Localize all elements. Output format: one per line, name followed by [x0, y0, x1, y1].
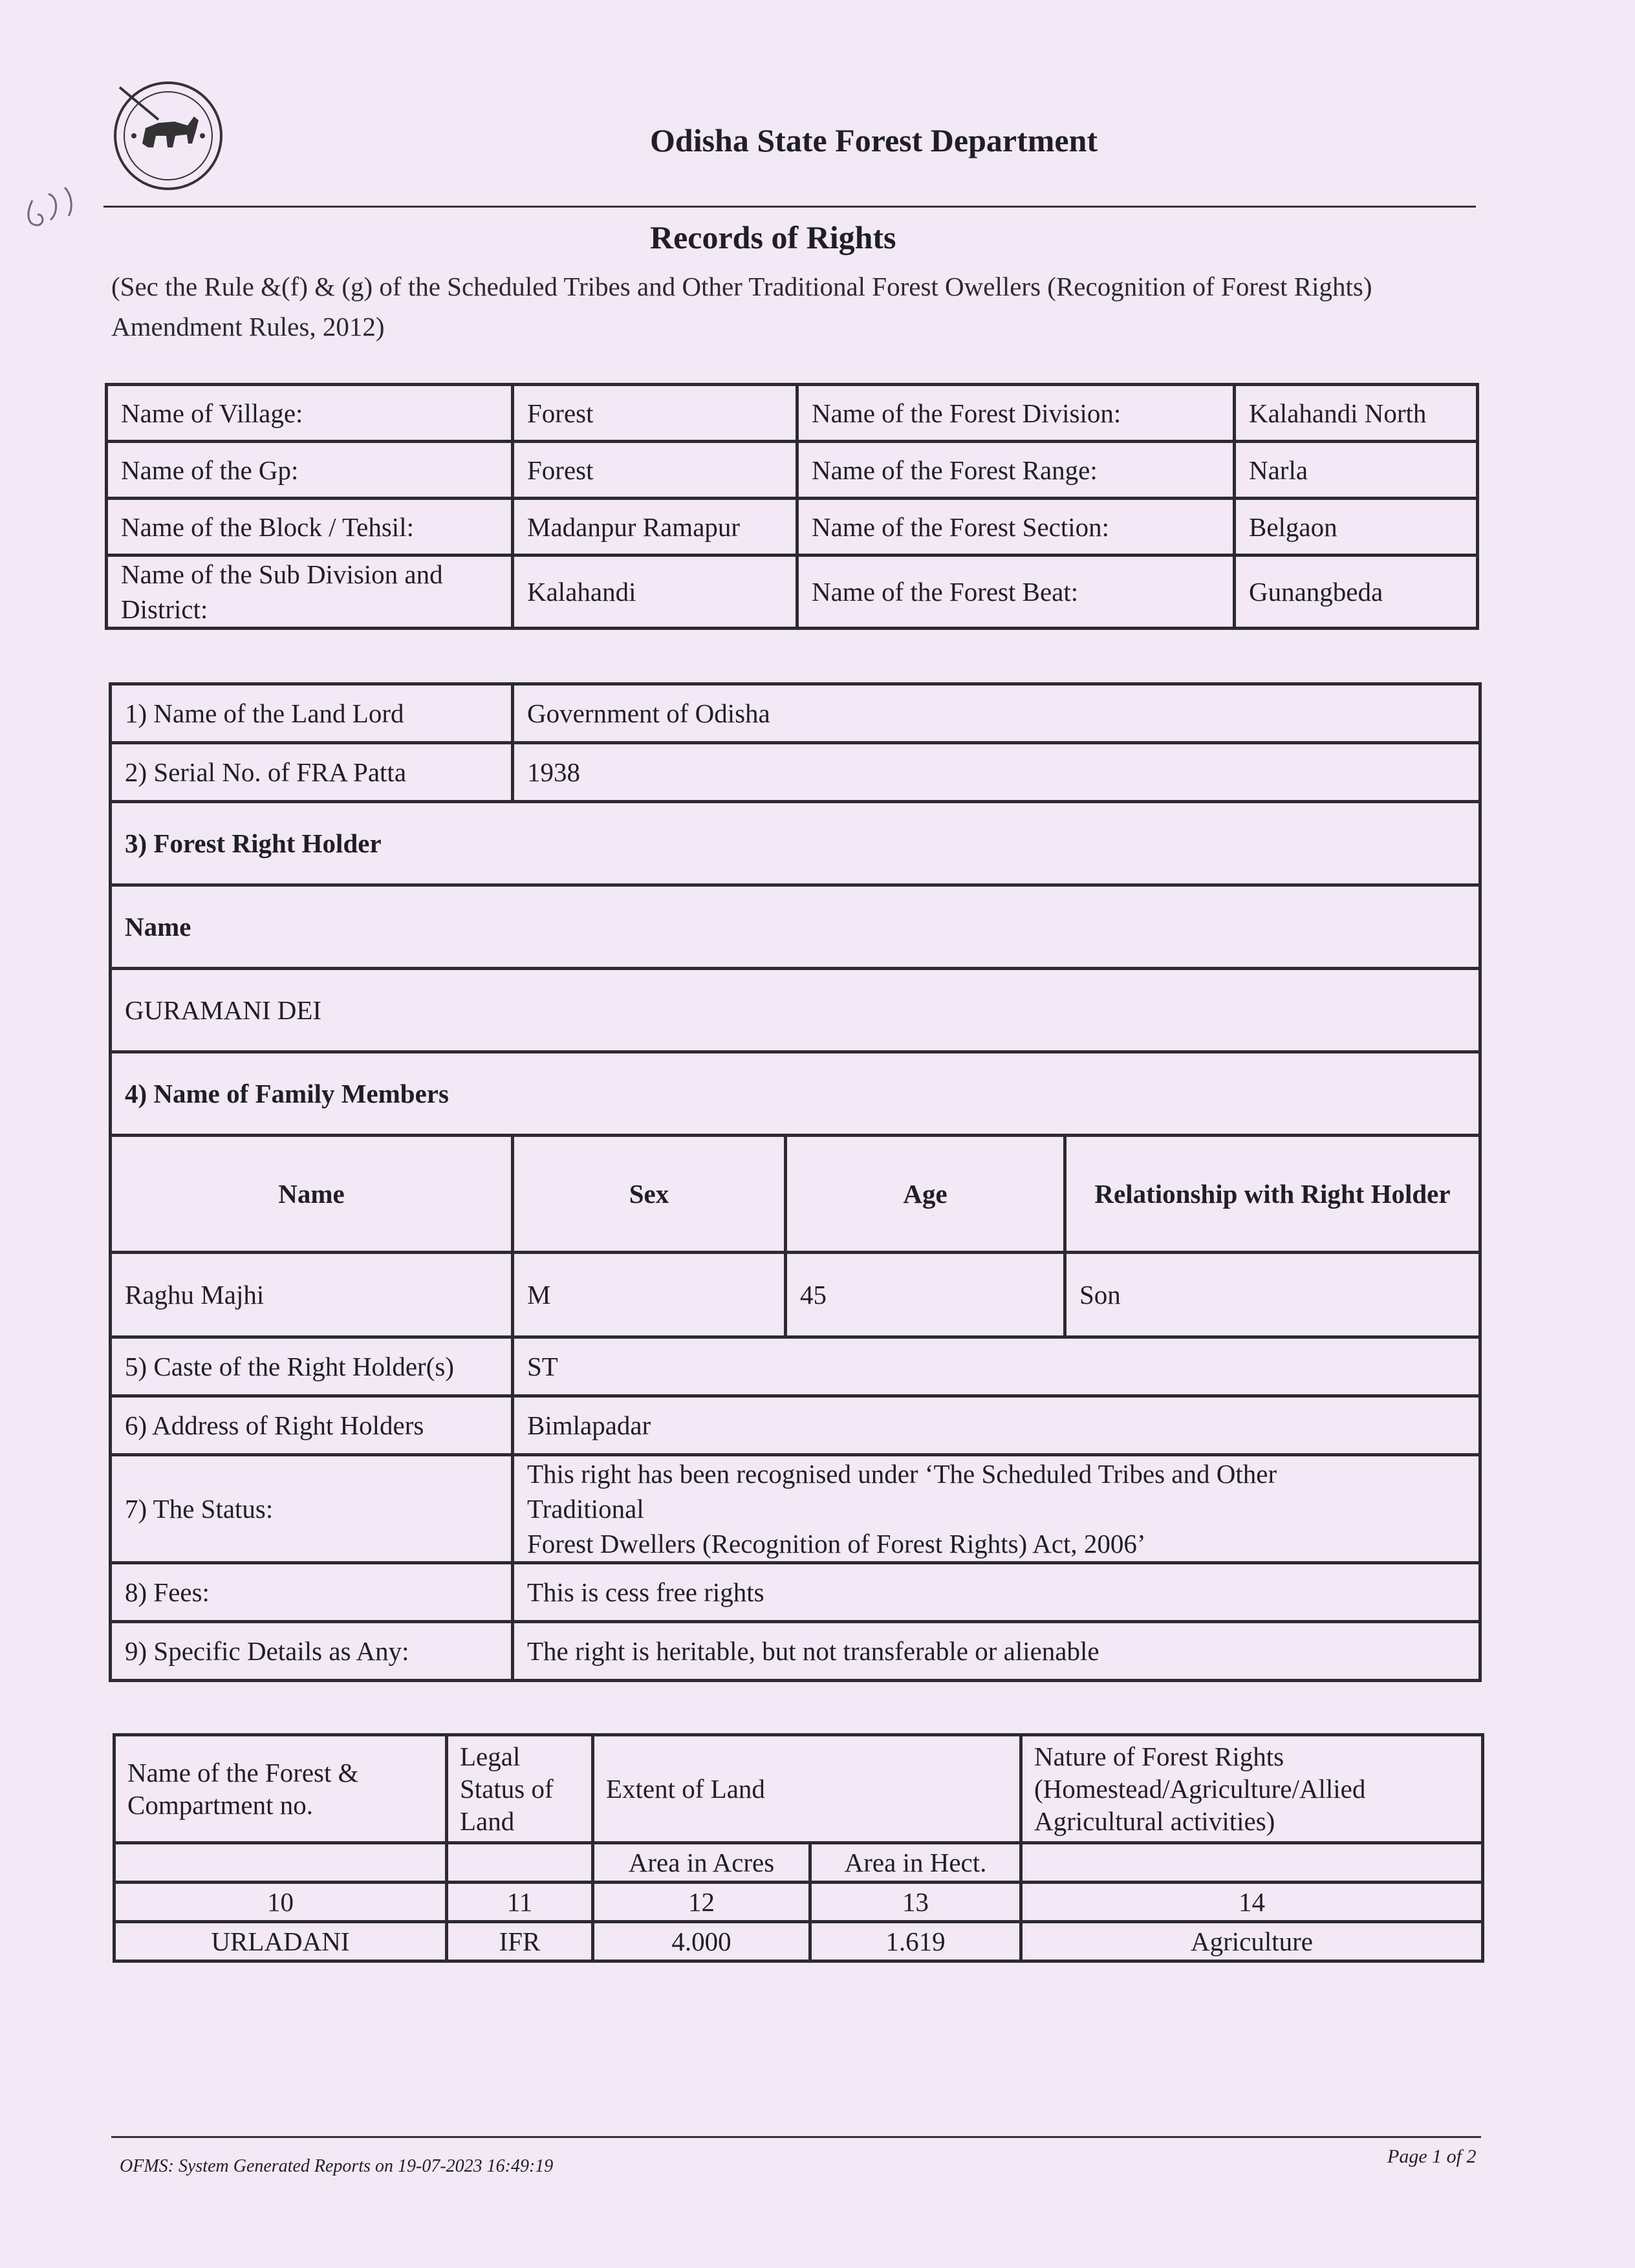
specific-label: 9) Specific Details as Any:	[111, 1622, 513, 1681]
column-number: 12	[593, 1883, 810, 1922]
forest-division-value: Kalahandi North	[1235, 385, 1478, 442]
location-table	[105, 383, 1479, 630]
caste-value: ST	[513, 1337, 1480, 1396]
family-col-sex: Sex	[513, 1136, 786, 1253]
family-col-age: Age	[786, 1136, 1065, 1253]
block-label: Name of the Block / Tehsil:	[107, 499, 513, 556]
odisha-emblem-logo	[107, 71, 230, 200]
forest-beat-value: Gunangbeda	[1235, 556, 1478, 629]
header-divider	[103, 206, 1476, 208]
family-col-relationship: Relationship with Right Holder	[1065, 1136, 1480, 1253]
forest-range-label: Name of the Forest Range:	[797, 442, 1235, 499]
location-row	[107, 442, 1478, 499]
status-line-1: This right has been recognised under ‘The Scheduled Tribes and Other	[527, 1459, 1277, 1489]
forest-section-value: Belgaon	[1235, 499, 1478, 556]
family-member-age: 45	[786, 1253, 1065, 1337]
rule-reference-subtitle: (Sec the Rule &(f) & (g) of the Scheduled Tribes and Other Traditional Forest Owellers (Recognition of Forest Rights) Amendment Rules, 2012)	[111, 272, 1372, 341]
handwritten-page-mark	[19, 175, 91, 246]
location-row	[107, 385, 1478, 442]
location-row	[107, 556, 1478, 629]
land-extent-table	[113, 1733, 1484, 1963]
family-member-name: Raghu Majhi	[111, 1253, 513, 1337]
subdivision-value: Kalahandi	[513, 556, 797, 629]
serial-value: 1938	[513, 743, 1480, 802]
block-value: Madanpur Ramapur	[513, 499, 797, 556]
forest-beat-label: Name of the Forest Beat:	[797, 556, 1235, 629]
land-forest-name: URLADANI	[114, 1922, 447, 1961]
empty-cell	[447, 1843, 593, 1883]
col-area-hect: Area in Hect.	[810, 1843, 1021, 1883]
village-value: Forest	[513, 385, 797, 442]
empty-cell	[114, 1843, 447, 1883]
col-forest-compartment: Name of the Forest & Compartment no.	[114, 1735, 447, 1843]
forest-section-label: Name of the Forest Section:	[797, 499, 1235, 556]
column-number: 14	[1021, 1883, 1483, 1922]
forest-range-value: Narla	[1235, 442, 1478, 499]
column-number: 10	[114, 1883, 447, 1922]
holder-heading: 3) Forest Right Holder	[111, 802, 1480, 885]
village-label: Name of Village:	[107, 385, 513, 442]
land-lord-label: 1) Name of the Land Lord	[111, 684, 513, 743]
family-member-sex: M	[513, 1253, 786, 1337]
land-legal-status: IFR	[447, 1922, 593, 1961]
family-member-relationship: Son	[1065, 1253, 1480, 1337]
rights-details-table	[109, 682, 1482, 1682]
gp-label: Name of the Gp:	[107, 442, 513, 499]
specific-value: The right is heritable, but not transferable or alienable	[513, 1622, 1480, 1681]
status-line-3: Forest Dwellers (Recognition of Forest Rights) Act, 2006’	[527, 1529, 1146, 1559]
column-number-row	[114, 1883, 1483, 1922]
col-legal-status: Legal Status of Land	[447, 1735, 593, 1843]
name-heading: Name	[111, 885, 1480, 969]
family-member-row	[111, 1253, 1480, 1337]
department-title: Odisha State Forest Department	[650, 122, 1098, 158]
page-number: Page 1 of 2	[1387, 2146, 1477, 2167]
column-number: 11	[447, 1883, 593, 1922]
column-number: 13	[810, 1883, 1021, 1922]
gp-value: Forest	[513, 442, 797, 499]
col-area-acres: Area in Acres	[593, 1843, 810, 1883]
system-generated-note: OFMS: System Generated Reports on 19-07-2023 16:49:19	[120, 2156, 554, 2176]
holder-name: GURAMANI DEI	[111, 969, 1480, 1052]
family-col-name: Name	[111, 1136, 513, 1253]
document-title: Records of Rights	[650, 219, 896, 255]
address-label: 6) Address of Right Holders	[111, 1396, 513, 1455]
serial-label: 2) Serial No. of FRA Patta	[111, 743, 513, 802]
location-row	[107, 499, 1478, 556]
family-heading: 4) Name of Family Members	[111, 1052, 1480, 1136]
status-line-2: Traditional	[527, 1494, 644, 1524]
status-label: 7) The Status:	[111, 1455, 513, 1563]
land-lord-value: Government of Odisha	[513, 684, 1480, 743]
status-value	[513, 1455, 1480, 1563]
footer-divider	[111, 2136, 1481, 2138]
col-extent-of-land: Extent of Land	[593, 1735, 1021, 1843]
land-area-hect: 1.619	[810, 1922, 1021, 1961]
col-nature-of-rights: Nature of Forest Rights (Homestead/Agriculture/Allied Agricultural activities)	[1021, 1735, 1483, 1843]
subdivision-label: Name of the Sub Division and District:	[107, 556, 513, 629]
address-value: Bimlapadar	[513, 1396, 1480, 1455]
caste-label: 5) Caste of the Right Holder(s)	[111, 1337, 513, 1396]
fees-label: 8) Fees:	[111, 1563, 513, 1622]
fees-value: This is cess free rights	[513, 1563, 1480, 1622]
land-row	[114, 1922, 1483, 1961]
land-area-acres: 4.000	[593, 1922, 810, 1961]
empty-cell	[1021, 1843, 1483, 1883]
land-nature: Agriculture	[1021, 1922, 1483, 1961]
forest-division-label: Name of the Forest Division:	[797, 385, 1235, 442]
